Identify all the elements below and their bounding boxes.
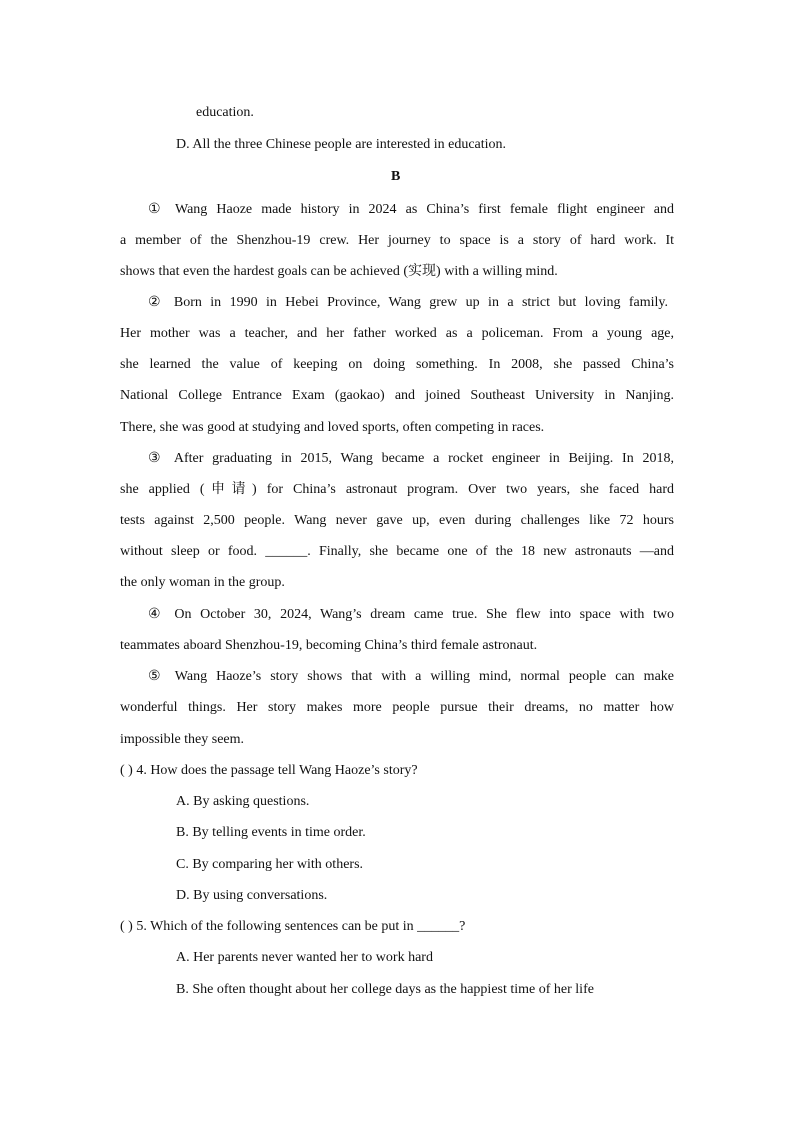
passage-p4-line1: ④ On October 30, 2024, Wang’s dream came true. She flew into space with two: [148, 607, 674, 622]
previous-option-continuation: education.: [196, 105, 254, 120]
question-4-option-d: D. By using conversations.: [176, 888, 328, 903]
question-4-option-b: B. By telling events in time order.: [176, 825, 366, 840]
passage-p5-line2: wonderful things. Her story makes more people pursue their dreams, no matter how: [120, 700, 674, 715]
passage-p2-line3: she learned the value of keeping on doing something. In 2008, she passed China’s: [120, 357, 674, 372]
question-4-option-a: A. By asking questions.: [176, 794, 310, 809]
section-heading: B: [391, 169, 401, 184]
passage-p3-line3: tests against 2,500 people. Wang never gave up, even during challenges like 72 hours: [120, 513, 674, 528]
passage-p2-line5: There, she was good at studying and loved sports, often competing in races.: [120, 420, 545, 435]
passage-p2-line1: ② Born in 1990 in Hebei Province, Wang grew up in a strict but loving family.: [148, 295, 668, 310]
passage-p3-line2: she applied (申请) for China’s astronaut program. Over two years, she faced hard: [120, 482, 674, 497]
question-5-option-a: A. Her parents never wanted her to work hard: [176, 950, 433, 965]
passage-p5-line3: impossible they seem.: [120, 732, 245, 747]
question-4-stem: ( ) 4. How does the passage tell Wang Haoze’s story?: [120, 763, 418, 778]
passage-p2-line2: Her mother was a teacher, and her father worked as a policeman. From a young age,: [120, 326, 674, 341]
passage-p1-line1: ① Wang Haoze made history in 2024 as China’s first female flight engineer and: [148, 202, 674, 217]
passage-p3-line5: the only woman in the group.: [120, 575, 285, 590]
passage-p2-line4: National College Entrance Exam (gaokao) and joined Southeast University in Nanjing.: [120, 388, 674, 403]
passage-p3-line1: ③ After graduating in 2015, Wang became a rocket engineer in Beijing. In 2018,: [148, 451, 674, 466]
passage-p4-line2: teammates aboard Shenzhou-19, becoming China’s third female astronaut.: [120, 638, 538, 653]
passage-p5-line1: ⑤ Wang Haoze’s story shows that with a willing mind, normal people can make: [148, 669, 674, 684]
passage-p3-line4: without sleep or food. ______. Finally, she became one of the 18 new astronauts —and: [120, 544, 674, 559]
question-5-option-b: B. She often thought about her college days as the happiest time of her life: [176, 982, 594, 997]
question-4-option-c: C. By comparing her with others.: [176, 857, 364, 872]
question-5-stem: ( ) 5. Which of the following sentences can be put in ______?: [120, 919, 466, 934]
previous-option-d: D. All the three Chinese people are interested in education.: [176, 137, 507, 152]
passage-p1-line2: a member of the Shenzhou-19 crew. Her journey to space is a story of hard work. It: [120, 233, 674, 248]
passage-p1-line3: shows that even the hardest goals can be achieved (实现) with a willing mind.: [120, 264, 558, 279]
